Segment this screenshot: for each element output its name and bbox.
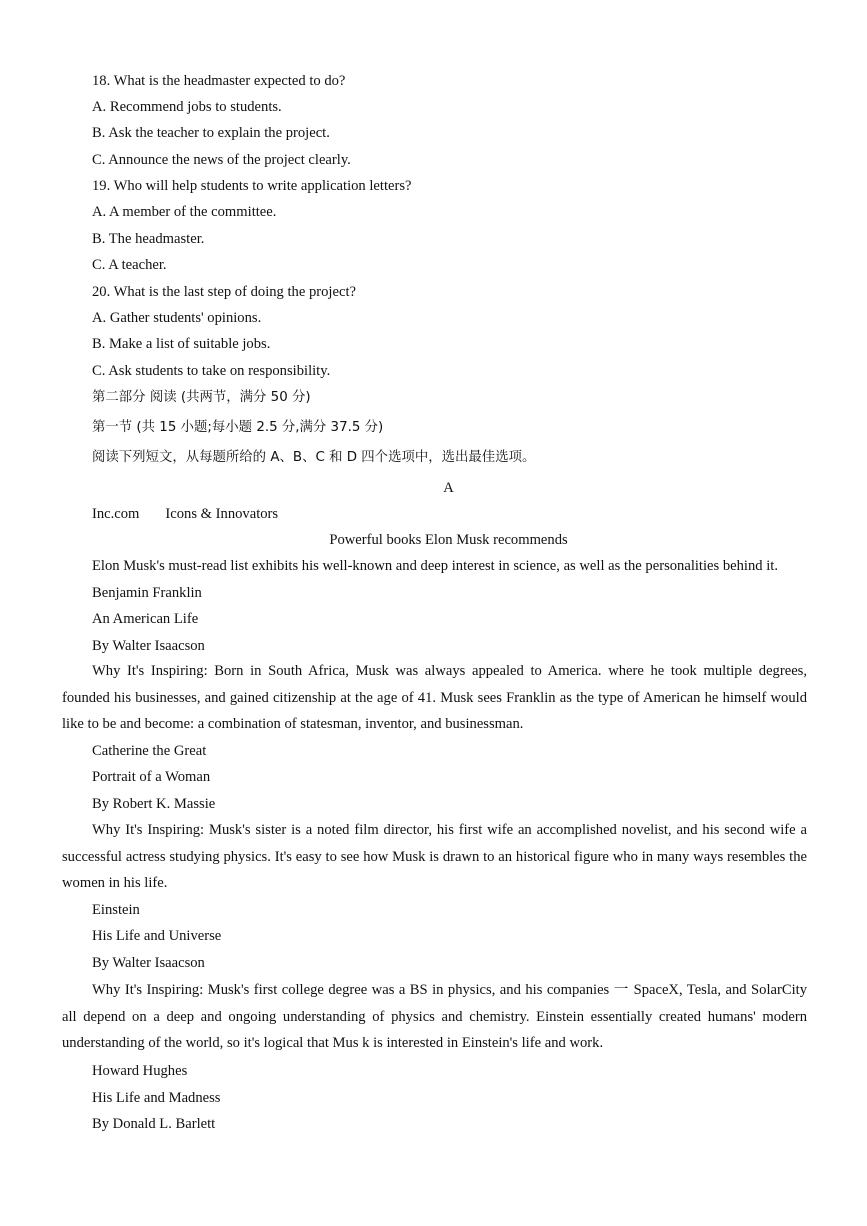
instruction: 阅读下列短文，从每题所给的 A、B、C 和 D 四个选项中，选出最佳选项。 (92, 450, 536, 465)
book-why-paragraph: Why It's Inspiring: Musk's sister is a noted film director, his first wife an accomplished novelist, and his second wife a successful actress studying physics. It's easy to see how Musk is drawn to an historical figure who in many ways resembles the women in his life. (62, 822, 807, 891)
book-author: By Walter Isaacson (92, 955, 205, 971)
passage-intro: Elon Musk's must-read list exhibits his well-known and deep interest in science, as well as the personalities behind it. (92, 558, 778, 574)
book-subtitle: His Life and Universe (92, 928, 222, 944)
book-name: Benjamin Franklin (92, 585, 202, 601)
part-title: 第二部分 阅读 (共两节，满分 50 分) (92, 390, 311, 405)
passage-source (92, 505, 278, 523)
question-18: 18. What is the headmaster expected to do? (92, 73, 346, 89)
book-author: By Walter Isaacson (92, 638, 205, 654)
option-18-c: C. Announce the news of the project clearly. (92, 152, 351, 168)
question-20: 20. What is the last step of doing the project? (92, 284, 356, 300)
book-subtitle: His Life and Madness (92, 1090, 221, 1106)
option-18-b: B. Ask the teacher to explain the project. (92, 125, 330, 141)
book-why-paragraph: Why It's Inspiring: Musk's first college degree was a BS in physics, and his companies 一 SpaceX, Tesla, and SolarCity all depend on a deep and ongoing understanding of physics and chemistry. Einstein essentially created humans' modern understanding of the world, so it's logical that Mus k is interested in Einstein's life and work. (62, 982, 807, 1051)
passage-label: A (443, 480, 454, 496)
option-20-b: B. Make a list of suitable jobs. (92, 336, 271, 352)
book-subtitle: An American Life (92, 611, 199, 627)
subsection-title: 第一节 (共 15 小题;每小题 2.5 分,满分 37.5 分) (92, 420, 384, 435)
option-19-c: C. A teacher. (92, 257, 167, 273)
book-author: By Donald L. Barlett (92, 1116, 216, 1132)
question-19: 19. Who will help students to write application letters? (92, 178, 412, 194)
book-name: Catherine the Great (92, 743, 207, 759)
book-subtitle: Portrait of a Woman (92, 769, 211, 785)
source-column: Icons & Innovators (165, 506, 279, 522)
option-18-a: A. Recommend jobs to students. (92, 99, 282, 115)
book-why-paragraph: Why It's Inspiring: Born in South Africa, Musk was always appealed to America. where he took multiple degrees, founded his businesses, and gained citizenship at the age of 41. Musk sees Franklin as the type of American he himself would like to be and become: a combination of statesman, inventor, and businessman. (62, 663, 807, 732)
option-20-c: C. Ask students to take on responsibility. (92, 363, 331, 379)
passage-title: Powerful books Elon Musk recommends (329, 532, 568, 548)
book-name: Howard Hughes (92, 1063, 188, 1079)
option-19-b: B. The headmaster. (92, 231, 205, 247)
book-name: Einstein (92, 902, 140, 918)
source-site: Inc.com (92, 506, 140, 522)
book-author: By Robert K. Massie (92, 796, 216, 812)
option-19-a: A. A member of the committee. (92, 204, 277, 220)
option-20-a: A. Gather students' opinions. (92, 310, 262, 326)
